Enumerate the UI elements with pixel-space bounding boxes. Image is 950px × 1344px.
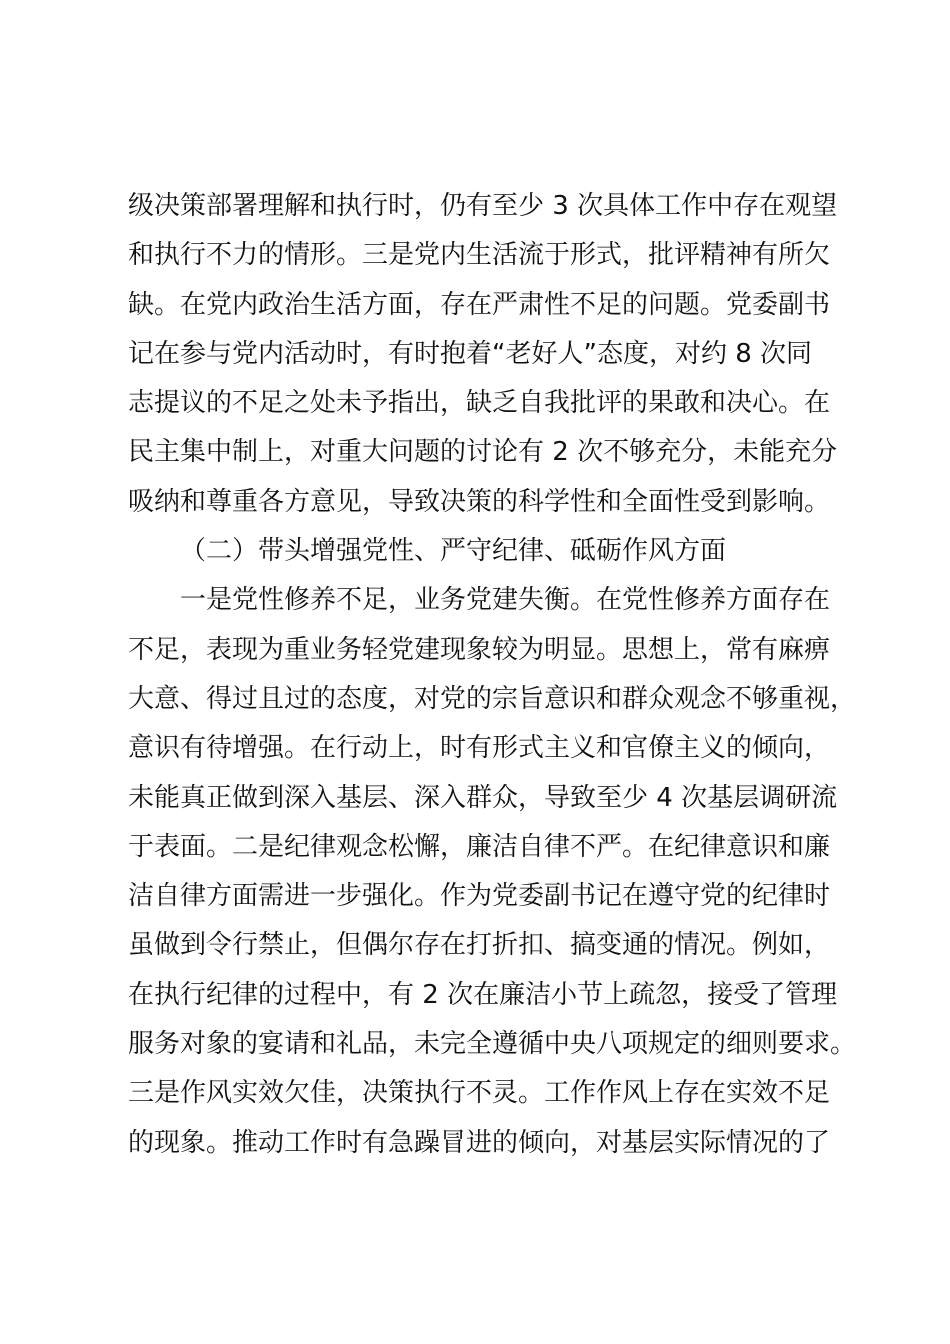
text-line: 记在参与党内活动时，有时抱着“老好人”态度，对约 8 次同	[128, 338, 813, 369]
text-line: 于表面。二是纪律观念松懈，廉洁自律不严。在纪律意识和廉	[128, 831, 831, 862]
text-line: 未能真正做到深入基层、深入群众，导致至少 4 次基层调研流	[128, 782, 838, 813]
text-line: 大意、得过且过的态度，对党的宗旨意识和群众观念不够重视，	[128, 683, 857, 714]
text-line: 和执行不力的情形。三是党内生活流于形式，批评精神有所欠	[128, 240, 831, 271]
text-line: 洁自律方面需进一步强化。作为党委副书记在遵守党的纪律时	[128, 881, 831, 912]
text-line: 志提议的不足之处未予指出，缺乏自我批评的果敢和决心。在	[128, 388, 831, 419]
text-line: 虽做到令行禁止，但偶尔存在打折扣、搞变通的情况。例如，	[128, 930, 831, 961]
text-line: 三是作风实效欠佳，决策执行不灵。工作作风上存在实效不足	[128, 1078, 831, 1109]
paragraph-first-line: 一是党性修养不足，业务党建失衡。在党性修养方面存在	[180, 585, 831, 616]
text-line: 意识有待增强。在行动上，时有形式主义和官僚主义的倾向，	[128, 733, 831, 764]
text-line: 在执行纪律的过程中，有 2 次在廉洁小节上疏忽，接受了管理	[128, 979, 838, 1010]
section-heading: （二）带头增强党性、严守纪律、砥砺作风方面	[180, 536, 727, 567]
text-line: 民主集中制上，对重大问题的讨论有 2 次不够充分，未能充分	[128, 437, 838, 468]
text-line: 缺。在党内政治生活方面，存在严肃性不足的问题。党委副书	[128, 289, 831, 320]
document-body	[128, 182, 857, 1168]
text-line: 服务对象的宴请和礼品，未完全遵循中央八项规定的细则要求。	[128, 1029, 857, 1060]
text-line: 级决策部署理解和执行时，仍有至少 3 次具体工作中存在观望	[128, 191, 838, 221]
text-line: 吸纳和尊重各方意见，导致决策的科学性和全面性受到影响。	[128, 486, 831, 517]
text-line: 不足，表现为重业务轻党建现象较为明显。思想上，常有麻痹	[128, 634, 831, 665]
text-line: 的现象。推动工作时有急躁冒进的倾向，对基层实际情况的了	[128, 1127, 831, 1158]
